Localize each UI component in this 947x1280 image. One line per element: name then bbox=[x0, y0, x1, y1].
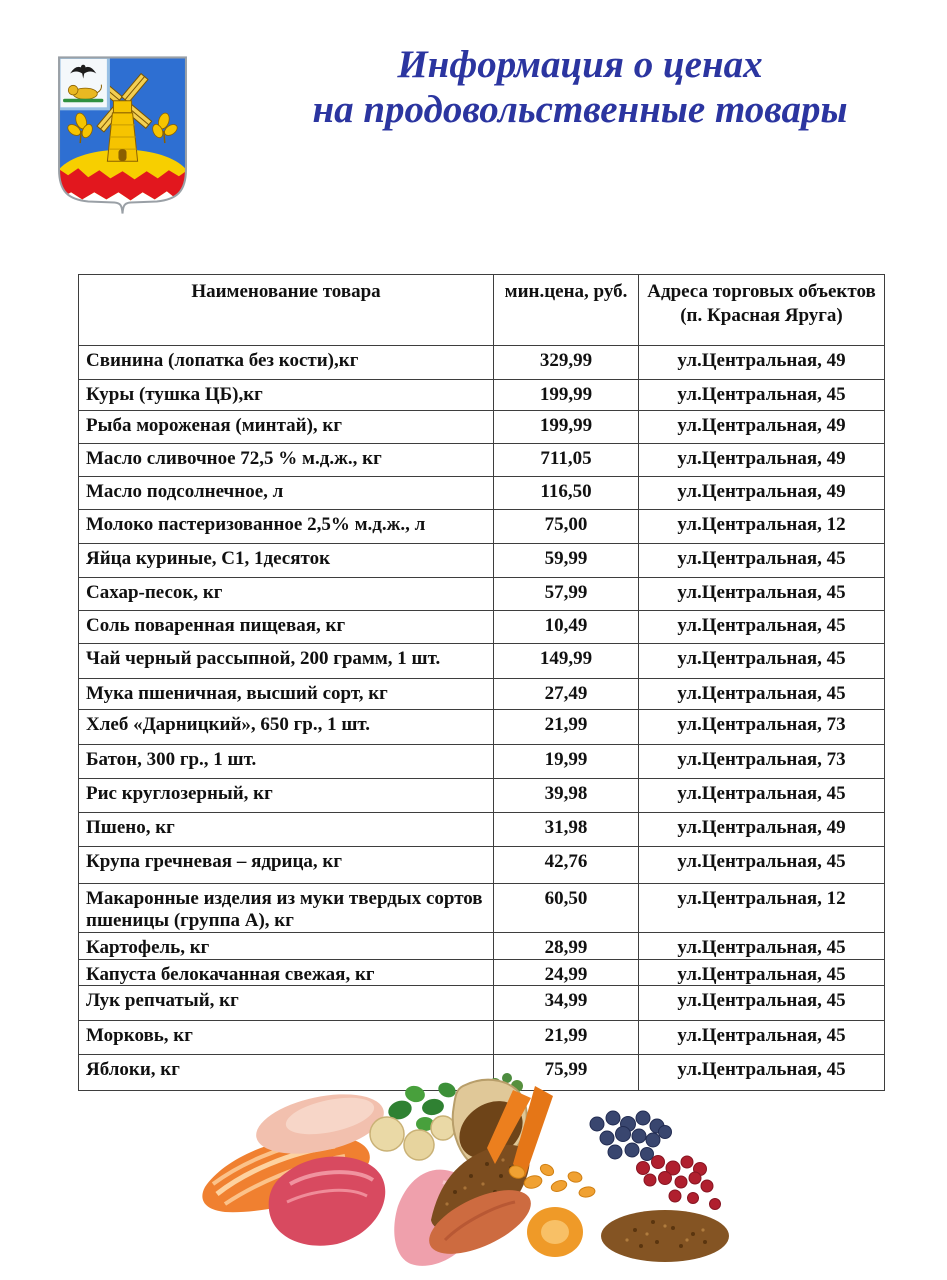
cell-store-address: ул.Центральная, 45 bbox=[639, 959, 885, 986]
table-row bbox=[79, 444, 885, 477]
cell-min-price: 39,98 bbox=[494, 779, 639, 813]
page-title bbox=[240, 42, 920, 132]
cell-store-address: ул.Центральная, 45 bbox=[639, 779, 885, 813]
cell-store-address: ул.Центральная, 12 bbox=[639, 884, 885, 933]
title-line-2: на продовольственные товары bbox=[312, 88, 848, 132]
cell-min-price: 329,99 bbox=[494, 346, 639, 380]
cell-product-name: Масло сливочное 72,5 % м.д.ж., кг bbox=[79, 444, 494, 477]
cell-product-name: Пшено, кг bbox=[79, 813, 494, 847]
cell-product-name: Чай черный рассыпной, 200 грамм, 1 шт. bbox=[79, 644, 494, 679]
cell-store-address: ул.Центральная, 45 bbox=[639, 1021, 885, 1055]
cell-product-name: Соль поваренная пищевая, кг bbox=[79, 611, 494, 644]
cell-product-name: Капуста белокачанная свежая, кг bbox=[79, 959, 494, 986]
potatoes bbox=[370, 1116, 455, 1160]
table-row bbox=[79, 1021, 885, 1055]
table-row bbox=[79, 380, 885, 411]
cell-product-name: Хлеб «Дарницкий», 650 гр., 1 шт. bbox=[79, 710, 494, 745]
cell-min-price: 116,50 bbox=[494, 477, 639, 510]
cell-product-name: Молоко пастеризованное 2,5% м.д.ж., л bbox=[79, 510, 494, 544]
col-header-product: Наименование товара bbox=[79, 275, 494, 346]
cell-min-price: 27,49 bbox=[494, 679, 639, 710]
table-row bbox=[79, 847, 885, 884]
cell-min-price: 34,99 bbox=[494, 986, 639, 1021]
table-row bbox=[79, 932, 885, 959]
cell-store-address: ул.Центральная, 49 bbox=[639, 477, 885, 510]
cell-store-address: ул.Центральная, 49 bbox=[639, 346, 885, 380]
col-header-address-sublabel: (п. Красная Яруга) bbox=[680, 304, 843, 326]
cell-store-address: ул.Центральная, 45 bbox=[639, 679, 885, 710]
table-row bbox=[79, 959, 885, 986]
cell-store-address: ул.Центральная, 49 bbox=[639, 813, 885, 847]
cell-min-price: 21,99 bbox=[494, 1021, 639, 1055]
table-row bbox=[79, 779, 885, 813]
cell-product-name: Рис круглозерный, кг bbox=[79, 779, 494, 813]
price-table bbox=[78, 274, 885, 1091]
cell-min-price: 24,99 bbox=[494, 959, 639, 986]
cell-min-price: 199,99 bbox=[494, 411, 639, 444]
cell-min-price: 10,49 bbox=[494, 611, 639, 644]
table-row bbox=[79, 510, 885, 544]
cell-product-name: Батон, 300 гр., 1 шт. bbox=[79, 745, 494, 779]
cell-product-name: Лук репчатый, кг bbox=[79, 986, 494, 1021]
col-header-price: мин.цена, руб. bbox=[494, 275, 639, 346]
col-header-address bbox=[639, 275, 885, 346]
table-row bbox=[79, 710, 885, 745]
cell-product-name: Морковь, кг bbox=[79, 1021, 494, 1055]
cell-product-name: Мука пшеничная, высший сорт, кг bbox=[79, 679, 494, 710]
table-row bbox=[79, 411, 885, 444]
table-row bbox=[79, 578, 885, 611]
cell-product-name: Макаронные изделия из муки твердых сортов пшеницы (группа А), кг bbox=[79, 884, 494, 933]
blueberries bbox=[590, 1111, 672, 1161]
coat-of-arms bbox=[54, 52, 191, 218]
cell-product-name: Свинина (лопатка без кости),кг bbox=[79, 346, 494, 380]
cell-min-price: 60,50 bbox=[494, 884, 639, 933]
table-row bbox=[79, 884, 885, 933]
table-row bbox=[79, 679, 885, 710]
cell-store-address: ул.Центральная, 73 bbox=[639, 745, 885, 779]
cell-product-name: Яблоки, кг bbox=[79, 1055, 494, 1091]
cell-product-name: Куры (тушка ЦБ),кг bbox=[79, 380, 494, 411]
table-row bbox=[79, 644, 885, 679]
cell-store-address: ул.Центральная, 45 bbox=[639, 544, 885, 578]
cell-store-address: ул.Центральная, 45 bbox=[639, 1055, 885, 1091]
cell-store-address: ул.Центральная, 45 bbox=[639, 986, 885, 1021]
cell-product-name: Сахар-песок, кг bbox=[79, 578, 494, 611]
table-row bbox=[79, 611, 885, 644]
cell-min-price: 57,99 bbox=[494, 578, 639, 611]
table-row bbox=[79, 346, 885, 380]
seed-pile bbox=[601, 1210, 729, 1262]
cell-store-address: ул.Центральная, 49 bbox=[639, 444, 885, 477]
cell-min-price: 28,99 bbox=[494, 932, 639, 959]
table-row bbox=[79, 745, 885, 779]
cell-store-address: ул.Центральная, 12 bbox=[639, 510, 885, 544]
table-row bbox=[79, 544, 885, 578]
cell-store-address: ул.Центральная, 45 bbox=[639, 578, 885, 611]
cell-store-address: ул.Центральная, 45 bbox=[639, 644, 885, 679]
cell-min-price: 149,99 bbox=[494, 644, 639, 679]
cell-product-name: Рыба мороженая (минтай), кг bbox=[79, 411, 494, 444]
cell-min-price: 42,76 bbox=[494, 847, 639, 884]
cell-min-price: 21,99 bbox=[494, 710, 639, 745]
cranberries bbox=[637, 1156, 721, 1210]
cell-store-address: ул.Центральная, 45 bbox=[639, 932, 885, 959]
cell-product-name: Масло подсолнечное, л bbox=[79, 477, 494, 510]
table-row bbox=[79, 986, 885, 1021]
cell-min-price: 199,99 bbox=[494, 380, 639, 411]
cell-product-name: Картофель, кг bbox=[79, 932, 494, 959]
canton-belgorod bbox=[59, 57, 108, 108]
cell-min-price: 75,00 bbox=[494, 510, 639, 544]
cell-min-price: 19,99 bbox=[494, 745, 639, 779]
table-row bbox=[79, 813, 885, 847]
cell-min-price: 75,99 bbox=[494, 1055, 639, 1091]
cell-product-name: Крупа гречневая – ядрица, кг bbox=[79, 847, 494, 884]
cell-min-price: 711,05 bbox=[494, 444, 639, 477]
cell-store-address: ул.Центральная, 45 bbox=[639, 380, 885, 411]
cell-store-address: ул.Центральная, 45 bbox=[639, 847, 885, 884]
food-products-image bbox=[195, 1072, 755, 1272]
cell-store-address: ул.Центральная, 73 bbox=[639, 710, 885, 745]
table-row bbox=[79, 477, 885, 510]
cell-min-price: 59,99 bbox=[494, 544, 639, 578]
col-header-address-label: Адреса торговых объектов bbox=[647, 281, 876, 302]
title-line-1: Информация о ценах bbox=[397, 43, 763, 86]
table-header-row bbox=[79, 275, 885, 346]
cell-store-address: ул.Центральная, 45 bbox=[639, 611, 885, 644]
cell-min-price: 31,98 bbox=[494, 813, 639, 847]
cell-product-name: Яйца куриные, С1, 1десяток bbox=[79, 544, 494, 578]
cell-store-address: ул.Центральная, 49 bbox=[639, 411, 885, 444]
